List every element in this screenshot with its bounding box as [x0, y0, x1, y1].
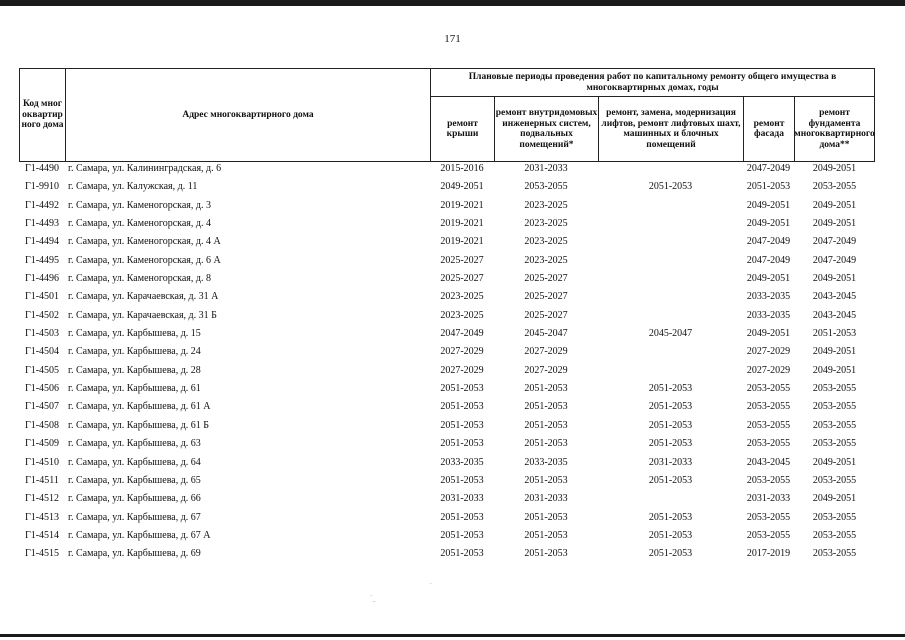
cell-systems: 2051-2053: [524, 438, 568, 450]
cell-foundation: 2049-2051: [812, 364, 857, 376]
cell-roof: 2019-2021: [440, 218, 484, 230]
cell-systems: 2023-2025: [524, 218, 568, 230]
table-row: [19, 474, 875, 492]
cell-systems: 2051-2053: [524, 383, 568, 395]
cell-address: г. Самара, ул. Карбышева, д. 67: [68, 511, 201, 523]
cell-code: Г1-4502: [24, 309, 60, 321]
cell-address: г. Самара, ул. Каменогорская, д. 4 А: [68, 236, 221, 248]
cell-code: Г1-4494: [24, 236, 60, 248]
table-row: [19, 382, 875, 400]
cell-code: Г1-4515: [24, 548, 60, 560]
cell-foundation: 2053-2055: [812, 383, 857, 395]
top-border-rule: [0, 0, 905, 6]
cell-address: г. Самара, ул. Калужская, д. 11: [68, 181, 198, 193]
cell-foundation: 2053-2055: [812, 511, 857, 523]
cell-code: Г1-9910: [24, 181, 60, 193]
cell-address: г. Самара, ул. Карбышева, д. 61 А: [68, 401, 211, 413]
cell-foundation: 2049-2051: [812, 163, 857, 174]
cell-roof: 2023-2025: [440, 291, 484, 303]
cell-foundation: 2053-2055: [812, 548, 857, 560]
table-row: [19, 529, 875, 547]
page-number: 171: [444, 33, 461, 45]
cell-foundation: 2049-2051: [812, 218, 857, 230]
cell-facade: 2027-2029: [746, 346, 791, 358]
cell-facade: 2017-2019: [746, 548, 791, 560]
cell-code: Г1-4503: [24, 328, 60, 340]
cell-lifts: 2051-2053: [648, 383, 693, 395]
header-foundation: ремонт фундамента многоквартирного дома**: [794, 108, 875, 150]
cell-systems: 2027-2029: [524, 364, 568, 376]
cell-foundation: 2049-2051: [812, 346, 857, 358]
header-systems: ремонт внутридомовых инженерных систем, подвальных помещений*: [495, 108, 598, 150]
cell-facade: 2027-2029: [746, 364, 791, 376]
cell-roof: 2051-2053: [440, 548, 484, 560]
cell-address: г. Самара, ул. Карачаевская, д. 31 А: [68, 291, 219, 303]
cell-lifts: 2051-2053: [648, 438, 693, 450]
cell-facade: 2049-2051: [746, 328, 791, 340]
cell-systems: 2023-2025: [524, 236, 568, 248]
cell-foundation: 2053-2055: [812, 438, 857, 450]
cell-systems: 2031-2033: [524, 493, 568, 505]
cell-address: г. Самара, ул. Карбышева, д. 61 Б: [68, 419, 210, 431]
table-row: [19, 400, 875, 418]
table-row: [19, 180, 875, 198]
cell-facade: 2053-2055: [746, 438, 791, 450]
cell-facade: 2033-2035: [746, 291, 791, 303]
cell-systems: 2031-2033: [524, 163, 568, 174]
table-row: [19, 456, 875, 474]
cell-address: г. Самара, ул. Каменогорская, д. 4: [68, 218, 211, 230]
table-row: [19, 217, 875, 235]
cell-address: г. Самара, ул. Карбышева, д. 67 А: [68, 529, 211, 541]
cell-address: г. Самара, ул. Карачаевская, д. 31 Б: [68, 309, 217, 321]
cell-systems: 2023-2025: [524, 199, 568, 211]
cell-systems: 2051-2053: [524, 511, 568, 523]
cell-facade: 2049-2051: [746, 218, 791, 230]
cell-address: г. Самара, ул. Карбышева, д. 28: [68, 364, 201, 376]
cell-facade: 2053-2055: [746, 419, 791, 431]
header-facade: ремонт фасада: [753, 118, 785, 139]
cell-roof: 2051-2053: [440, 474, 484, 486]
cell-lifts: 2051-2053: [648, 419, 693, 431]
scan-speck: .: [430, 578, 432, 586]
header-lifts: ремонт, замена, модернизация лифтов, ремонт лифтовых шахт, машинных и блочных помещений: [601, 108, 741, 150]
cell-code: Г1-4508: [24, 419, 60, 431]
cell-code: Г1-4493: [24, 218, 60, 230]
cell-code: Г1-4501: [24, 291, 60, 303]
cell-code: Г1-4507: [24, 401, 60, 413]
cell-roof: 2033-2035: [440, 456, 484, 468]
cell-lifts: 2051-2053: [648, 511, 693, 523]
cell-foundation: 2049-2051: [812, 273, 857, 285]
table-row: [19, 309, 875, 327]
cell-code: Г1-4510: [24, 456, 60, 468]
cell-lifts: 2051-2053: [648, 529, 693, 541]
cell-roof: 2015-2016: [440, 163, 484, 174]
cell-systems: 2053-2055: [524, 181, 568, 193]
cell-systems: 2051-2053: [524, 419, 568, 431]
cell-roof: 2019-2021: [440, 236, 484, 248]
cell-systems: 2051-2053: [524, 401, 568, 413]
cell-code: Г1-4511: [25, 474, 59, 486]
cell-systems: 2033-2035: [524, 456, 568, 468]
cell-roof: 2027-2029: [440, 346, 484, 358]
cell-foundation: 2051-2053: [812, 328, 857, 340]
cell-foundation: 2053-2055: [812, 474, 857, 486]
cell-systems: 2051-2053: [524, 474, 568, 486]
cell-lifts: 2031-2033: [648, 456, 693, 468]
cell-code: Г1-4514: [24, 529, 60, 541]
cell-roof: 2051-2053: [440, 438, 484, 450]
cell-address: г. Самара, ул. Карбышева, д. 15: [68, 328, 201, 340]
cell-address: г. Самара, ул. Калининградская, д. 6: [68, 163, 222, 174]
cell-facade: 2033-2035: [746, 309, 791, 321]
scan-speck: ˇ: [373, 600, 376, 608]
cell-facade: 2047-2049: [746, 254, 791, 266]
cell-roof: 2019-2021: [440, 199, 484, 211]
table-header: [19, 68, 875, 162]
cell-address: г. Самара, ул. Карбышева, д. 61: [68, 383, 201, 395]
cell-lifts: 2045-2047: [648, 328, 693, 340]
cell-roof: 2051-2053: [440, 511, 484, 523]
table-row: [19, 492, 875, 510]
cell-address: г. Самара, ул. Карбышева, д. 66: [68, 493, 201, 505]
cell-foundation: 2049-2051: [812, 199, 857, 211]
cell-lifts: 2051-2053: [648, 474, 693, 486]
table-row: [19, 199, 875, 217]
scan-speck: ·: [370, 592, 373, 600]
cell-roof: 2025-2027: [440, 273, 484, 285]
cell-address: г. Самара, ул. Карбышева, д. 64: [68, 456, 201, 468]
cell-facade: 2043-2045: [746, 456, 791, 468]
cell-roof: 2051-2053: [440, 383, 484, 395]
cell-systems: 2025-2027: [524, 309, 568, 321]
bottom-border-rule: [0, 634, 905, 637]
table-row: [19, 345, 875, 363]
cell-roof: 2023-2025: [440, 309, 484, 321]
cell-address: г. Самара, ул. Каменогорская, д. 3: [68, 199, 211, 211]
cell-facade: 2049-2051: [746, 273, 791, 285]
cell-facade: 2051-2053: [746, 181, 791, 193]
table-row: [19, 511, 875, 529]
cell-code: Г1-4512: [24, 493, 60, 505]
cell-address: г. Самара, ул. Каменогорская, д. 6 А: [68, 254, 221, 266]
table-row: [19, 272, 875, 290]
cell-foundation: 2043-2045: [812, 309, 857, 321]
cell-facade: 2047-2049: [746, 163, 791, 174]
cell-facade: 2053-2055: [746, 401, 791, 413]
cell-facade: 2031-2033: [746, 493, 791, 505]
header-roof: ремонт крыши: [446, 118, 479, 139]
cell-systems: 2023-2025: [524, 254, 568, 266]
cell-code: Г1-4506: [24, 383, 60, 395]
cell-code: Г1-4509: [24, 438, 60, 450]
cell-roof: 2047-2049: [440, 328, 484, 340]
cell-systems: 2051-2053: [524, 529, 568, 541]
table-row: [19, 437, 875, 455]
cell-code: Г1-4492: [24, 199, 60, 211]
cell-systems: 2027-2029: [524, 346, 568, 358]
cell-code: Г1-4513: [24, 511, 60, 523]
cell-roof: 2051-2053: [440, 419, 484, 431]
cell-address: г. Самара, ул. Карбышева, д. 24: [68, 346, 201, 358]
cell-facade: 2053-2055: [746, 383, 791, 395]
cell-systems: 2051-2053: [524, 548, 568, 560]
cell-roof: 2049-2051: [440, 181, 484, 193]
cell-address: г. Самара, ул. Каменогорская, д. 8: [68, 273, 211, 285]
cell-roof: 2051-2053: [440, 401, 484, 413]
cell-lifts: 2051-2053: [648, 401, 693, 413]
cell-code: Г1-4495: [24, 254, 60, 266]
header-address: Адрес многоквартирного дома: [182, 109, 314, 120]
cell-foundation: 2053-2055: [812, 401, 857, 413]
cell-foundation: 2047-2049: [812, 254, 857, 266]
cell-address: г. Самара, ул. Карбышева, д. 69: [68, 548, 201, 560]
table-row: [19, 254, 875, 272]
table-row: [19, 419, 875, 437]
cell-address: г. Самара, ул. Карбышева, д. 63: [68, 438, 201, 450]
cell-facade: 2053-2055: [746, 529, 791, 541]
cell-lifts: 2051-2053: [648, 548, 693, 560]
table-row: [19, 327, 875, 345]
cell-foundation: 2053-2055: [812, 529, 857, 541]
cell-facade: 2047-2049: [746, 236, 791, 248]
cell-code: Г1-4496: [24, 273, 60, 285]
cell-systems: 2025-2027: [524, 273, 568, 285]
header-code: Код многоквартирного дома: [21, 99, 64, 131]
cell-foundation: 2049-2051: [812, 493, 857, 505]
cell-foundation: 2043-2045: [812, 291, 857, 303]
cell-systems: 2045-2047: [524, 328, 568, 340]
table-row: [19, 364, 875, 382]
table-row: [19, 290, 875, 308]
cell-foundation: 2053-2055: [812, 181, 857, 193]
header-group: Плановые периоды проведения работ по капитальному ремонту общего имущества в многоквартирных домах, годы: [468, 72, 837, 93]
cell-facade: 2049-2051: [746, 199, 791, 211]
cell-foundation: 2053-2055: [812, 419, 857, 431]
cell-foundation: 2049-2051: [812, 456, 857, 468]
cell-lifts: 2051-2053: [648, 181, 693, 193]
cell-foundation: 2047-2049: [812, 236, 857, 248]
cell-roof: 2051-2053: [440, 529, 484, 541]
cell-facade: 2053-2055: [746, 474, 791, 486]
table-row: [19, 547, 875, 565]
cell-roof: 2027-2029: [440, 364, 484, 376]
cell-roof: 2025-2027: [440, 254, 484, 266]
cell-roof: 2031-2033: [440, 493, 484, 505]
table-row: [19, 235, 875, 253]
cell-code: Г1-4505: [24, 364, 60, 376]
cell-facade: 2053-2055: [746, 511, 791, 523]
cell-code: Г1-4504: [24, 346, 60, 358]
table-row: [19, 162, 875, 180]
cell-code: Г1-4490: [24, 163, 60, 174]
cell-address: г. Самара, ул. Карбышева, д. 65: [68, 474, 201, 486]
cell-systems: 2025-2027: [524, 291, 568, 303]
table-body: [19, 162, 875, 566]
